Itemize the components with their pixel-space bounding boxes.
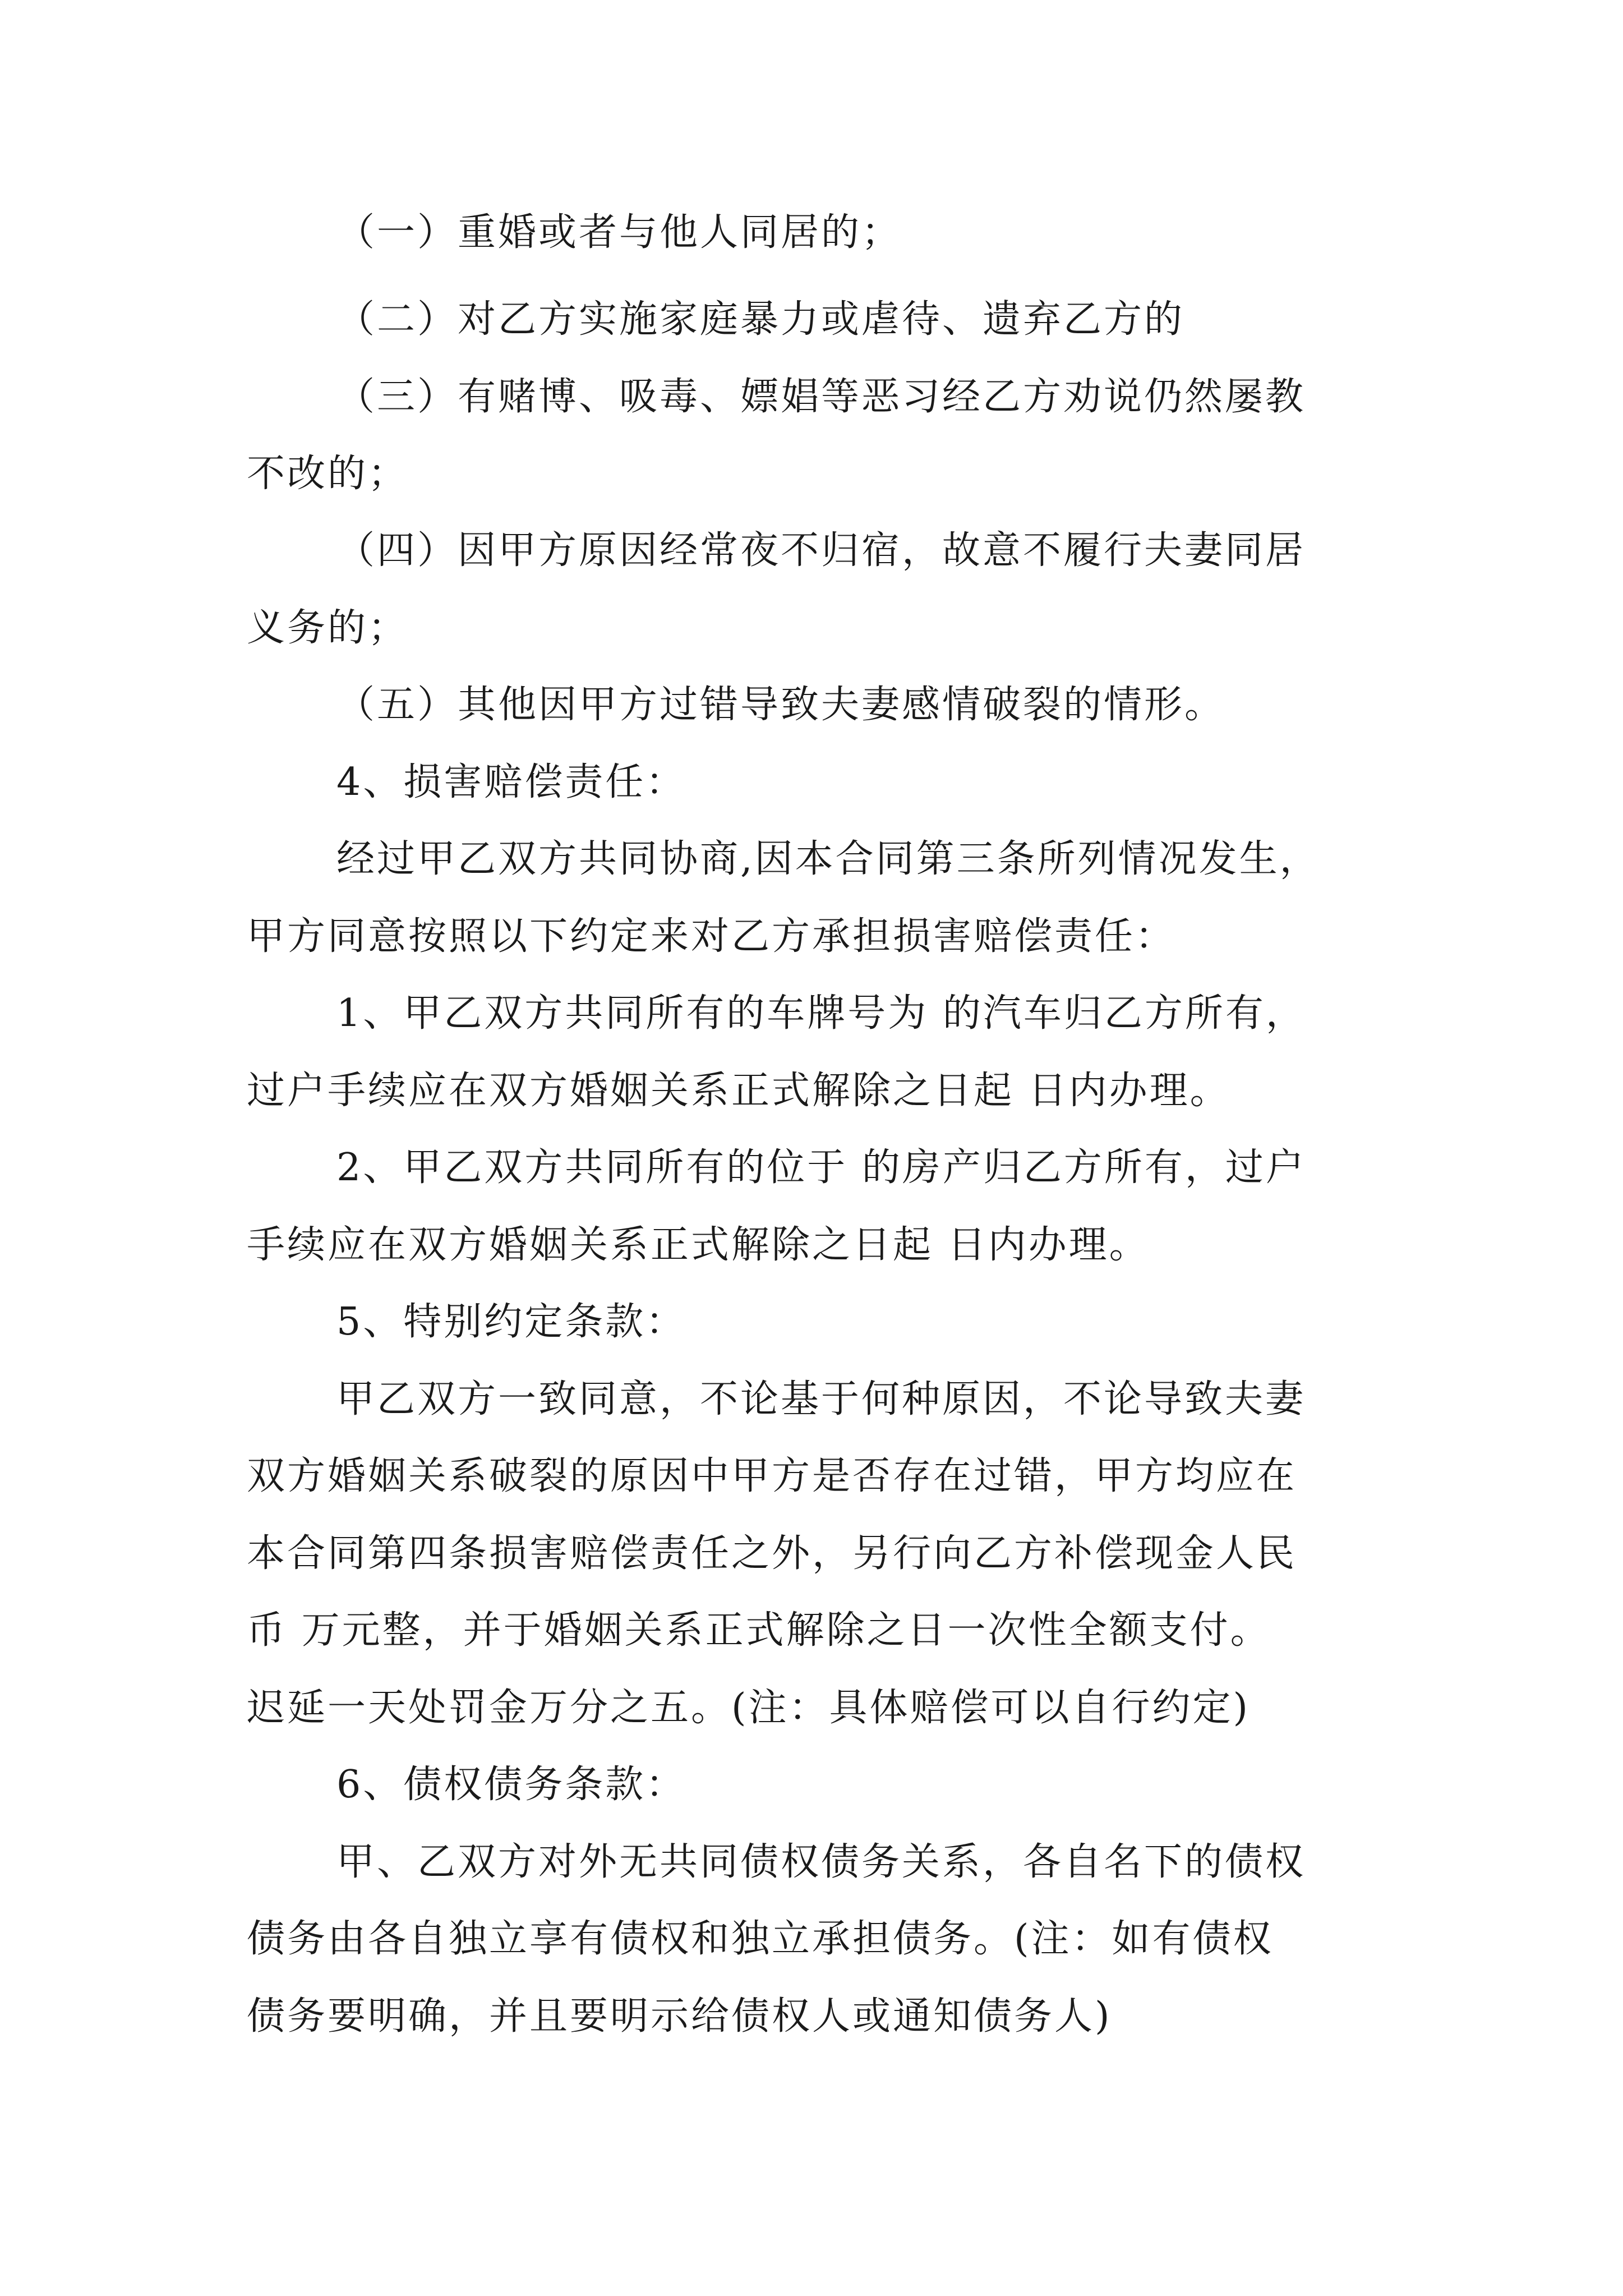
- text-line: 2、甲乙双方共同所有的位于 的房产归乙方所有，过户: [336, 1145, 1306, 1190]
- text-line: 过户手续应在双方婚姻关系正式解除之日起 日内办理。: [247, 1069, 1230, 1113]
- text-line: （三）有赌博、吸毒、嫖娼等恶习经乙方劝说仍然屡教: [336, 375, 1306, 419]
- text-line: 手续应在双方婚姻关系正式解除之日起 日内办理。: [247, 1223, 1150, 1267]
- text-line: 甲乙双方一致同意，不论基于何种原因，不论导致夫妻: [336, 1377, 1306, 1421]
- text-line: 双方婚姻关系破裂的原因中甲方是否存在过错，甲方均应在: [247, 1454, 1297, 1498]
- text-line: 本合同第四条损害赔偿责任之外，另行向乙方补偿现金人民: [247, 1531, 1297, 1576]
- section-heading: 5、特别约定条款：: [336, 1300, 686, 1344]
- text-line: 甲、乙双方对外无共同债权债务关系，各自名下的债权: [336, 1840, 1306, 1884]
- text-line: 债务由各自独立享有债权和独立承担债务。(注：如有债权: [247, 1917, 1274, 1961]
- text-line: 债务要明确，并且要明示给债权人或通知债务人): [247, 1994, 1112, 2039]
- text-line: （四）因甲方原因经常夜不归宿，故意不履行夫妻同居: [336, 528, 1306, 573]
- text-line: 经过甲乙双方共同协商,因本合同第三条所列情况发生，: [336, 837, 1320, 881]
- text-line: 币 万元整，并于婚姻关系正式解除之日一次性全额支付。: [247, 1608, 1271, 1653]
- text-line: （二）对乙方实施家庭暴力或虐待、遗弃乙方的: [336, 297, 1185, 342]
- text-line: （一）重婚或者与他人同居的；: [336, 210, 902, 255]
- text-line: 迟延一天处罚金万分之五。(注：具体赔偿可以自行约定): [247, 1686, 1251, 1730]
- text-line: 不改的；: [247, 452, 409, 496]
- text-line: （五）其他因甲方过错导致夫妻感情破裂的情形。: [336, 683, 1225, 727]
- text-line: 甲方同意按照以下约定来对乙方承担损害赔偿责任：: [247, 914, 1176, 959]
- section-heading: 4、损害赔偿责任：: [336, 760, 686, 804]
- text-line: 义务的；: [247, 606, 409, 650]
- text-line: 1、甲乙双方共同所有的车牌号为 的汽车归乙方所有，: [336, 991, 1306, 1036]
- section-heading: 6、债权债务条款：: [336, 1763, 686, 1807]
